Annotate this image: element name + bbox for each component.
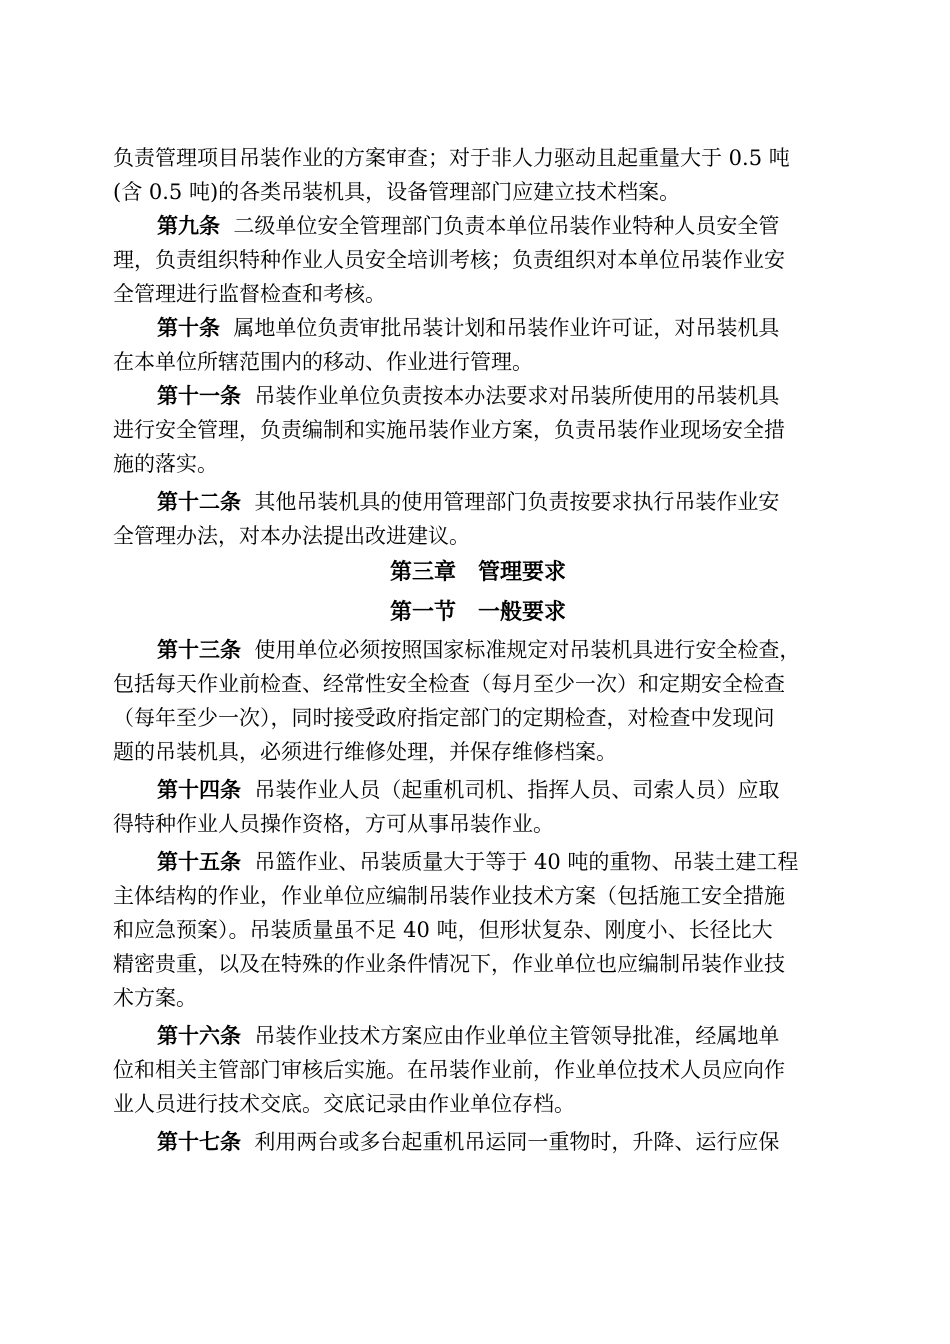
article-12 [113, 485, 843, 553]
article-label: 第九条 [157, 214, 220, 238]
text-line [113, 209, 843, 243]
text-line: 得特种作业人员操作资格，方可从事吊装作业。 [113, 812, 554, 836]
article-text: 吊篮作业、吊装质量大于等于 40 吨的重物、吊装土建工程 [254, 850, 799, 874]
article-text: 属地单位负责审批吊装计划和吊装作业许可证，对吊装机具 [233, 316, 780, 340]
article-label: 第十六条 [157, 1024, 241, 1048]
article-text: 使用单位必须按照国家标准规定对吊装机具进行安全检查， [254, 638, 801, 662]
section-title: 第一节 一般要求 [389, 600, 566, 625]
article-10 [113, 311, 843, 379]
article-text: 吊装作业人员（起重机司机、指挥人员、司索人员）应取 [254, 778, 780, 802]
text-line: 负责管理项目吊装作业的方案审查；对于非人力驱动且起重量大于 0.5 吨 [113, 146, 790, 170]
text-line: 进行安全管理，负责编制和实施吊装作业方案，负责吊装作业现场安全措 [113, 418, 785, 442]
text-line [113, 379, 843, 413]
text-line: 全管理进行监督检查和考核。 [113, 282, 386, 306]
text-line: 全管理办法，对本办法提出改进建议。 [113, 524, 470, 548]
text-line [113, 311, 843, 345]
article-13 [113, 633, 843, 769]
text-line [113, 845, 843, 879]
article-11 [113, 379, 843, 481]
text-line: （每年至少一次），同时接受政府指定部门的定期检查，对检查中发现问 [113, 706, 775, 730]
article-label: 第十二条 [157, 490, 241, 514]
article-15 [113, 845, 843, 1015]
text-line [113, 1125, 843, 1159]
text-line: 位和相关主管部门审核后实施。在吊装作业前，作业单位技术人员应向作 [113, 1058, 785, 1082]
chapter-title: 第三章 管理要求 [389, 560, 566, 585]
document-body [113, 141, 843, 1159]
article-label: 第十三条 [157, 638, 241, 662]
text-line [113, 633, 843, 667]
article-9 [113, 209, 843, 311]
text-line: 主体结构的作业，作业单位应编制吊装作业技术方案（包括施工安全措施 [113, 884, 785, 908]
article-label: 第十一条 [157, 384, 241, 408]
text-line: 在本单位所辖范围内的移动、作业进行管理。 [113, 350, 533, 374]
article-label: 第十四条 [157, 778, 241, 802]
text-line: 理，负责组织特种作业人员安全培训考核；负责组织对本单位吊装作业安 [113, 248, 785, 272]
article-14 [113, 773, 843, 841]
text-line [113, 485, 843, 519]
text-line: 包括每天作业前检查、经常性安全检查（每月至少一次）和定期安全检查 [113, 672, 785, 696]
article-label: 第十五条 [157, 850, 241, 874]
text-line: 业人员进行技术交底。交底记录由作业单位存档。 [113, 1092, 575, 1116]
text-line: 施的落实。 [113, 452, 218, 476]
article-16 [113, 1019, 843, 1121]
text-line: (含 0.5 吨)的各类吊装机具，设备管理部门应建立技术档案。 [113, 180, 681, 204]
text-line [113, 773, 843, 807]
carry-over-paragraph [113, 141, 843, 209]
text-line [113, 1019, 843, 1053]
article-text: 吊装作业技术方案应由作业单位主管领导批准，经属地单 [254, 1024, 780, 1048]
text-line: 题的吊装机具，必须进行维修处理，并保存维修档案。 [113, 740, 617, 764]
text-line: 精密贵重，以及在特殊的作业条件情况下，作业单位也应编制吊装作业技 [113, 952, 785, 976]
text-line: 术方案。 [113, 986, 197, 1010]
article-text: 利用两台或多台起重机吊运同一重物时，升降、运行应保 [254, 1130, 780, 1154]
article-label: 第十条 [157, 316, 220, 340]
article-17 [113, 1125, 843, 1159]
article-label: 第十七条 [157, 1130, 241, 1154]
article-text: 二级单位安全管理部门负责本单位吊装作业特种人员安全管 [233, 214, 780, 238]
article-text: 吊装作业单位负责按本办法要求对吊装所使用的吊装机具 [254, 384, 780, 408]
article-text: 其他吊装机具的使用管理部门负责按要求执行吊装作业安 [254, 490, 780, 514]
text-line: 和应急预案）。吊装质量虽不足 40 吨，但形状复杂、刚度小、长径比大 [113, 918, 773, 942]
